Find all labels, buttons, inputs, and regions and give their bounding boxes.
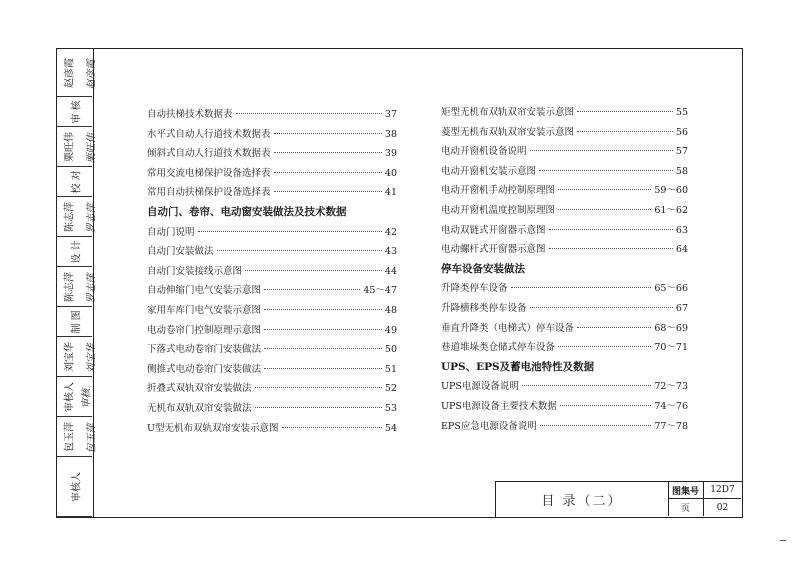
toc-leader-dots [530, 150, 673, 151]
toc-leader-dots [558, 189, 651, 190]
toc-entry-title: 无机布双轨双帘安装做法 [147, 403, 252, 414]
toc-entry-page: 63 [675, 224, 688, 236]
toc-entry-title: 常用自动扶梯保护设备选择表 [147, 187, 271, 199]
toc-leader-dots [522, 385, 651, 386]
toc-entry [441, 320, 688, 334]
toc-entry-title: 巷道堆垛类仓储式停车设备 [441, 342, 556, 354]
toc-entry [441, 104, 688, 118]
toc-entry [147, 224, 397, 238]
toc-entry-title: 垂直升降类（电梯式）停车设备 [441, 322, 575, 334]
toc-leader-dots [558, 346, 651, 347]
toc-entry-page: 53 [384, 403, 397, 414]
toc-entry-title: 电动开窗机手动控制原理图 [441, 185, 556, 197]
toc-leader-dots [264, 368, 382, 369]
toc-entry-page: 38 [384, 128, 397, 140]
toc-leader-dots [264, 348, 382, 349]
toc-entry-page: 64 [675, 244, 688, 256]
toc-entry-title: 电动螺杆式开窗器示意图 [441, 244, 546, 256]
handwritten-signature: 包玉萍 [86, 423, 98, 454]
drawing-title: 目 录（二） [496, 482, 669, 516]
toc-entry [441, 398, 688, 412]
toc-entry [147, 126, 397, 140]
toc-entry-title: UPS电源设备说明 [441, 381, 519, 393]
toc-entry [441, 280, 688, 294]
toc-entry-title: 下落式电动卷帘门安装做法 [147, 344, 262, 356]
atlas-number-label: 图集号 [668, 482, 704, 499]
sidebar-cell [57, 127, 98, 167]
toc-section-heading: 停车设备安装做法 [441, 262, 525, 275]
toc-entry [147, 380, 397, 394]
toc-entry-page: 42 [384, 226, 397, 238]
toc-entry [441, 163, 688, 177]
toc-leader-dots [274, 152, 382, 153]
toc-entry-page: 40 [384, 167, 397, 179]
toc-entry-page: 67 [675, 303, 688, 314]
toc-entry [147, 322, 397, 336]
sidebar-cell [57, 377, 92, 417]
sidebar-cell [57, 267, 98, 307]
toc-leader-dots [255, 387, 382, 388]
toc-entry [147, 243, 397, 257]
toc-entry [147, 106, 397, 120]
toc-section-heading: 自动门、卷帘、电动窗安装做法及技术数据 [147, 206, 347, 218]
toc-entry-title: 菱型无机布双轨双帘安装示意图 [441, 126, 575, 138]
toc-entry-page: 51 [384, 363, 397, 375]
toc-entry [147, 263, 397, 277]
toc-entry [441, 378, 688, 392]
toc-entry-page: 56 [675, 126, 688, 138]
toc-leader-dots [236, 113, 382, 114]
toc-entry [441, 202, 688, 216]
toc-entry-title: 电动双链式开窗器示意图 [441, 224, 546, 236]
sidebar-label: 栗旺伟 [64, 131, 75, 162]
handwritten-signature: 罗志萍 [86, 273, 98, 304]
toc-entry [441, 124, 688, 138]
toc-leader-dots [264, 329, 382, 330]
sidebar-cell [57, 197, 98, 237]
toc-entry [147, 302, 397, 316]
toc-entry-page: 39 [384, 148, 397, 160]
sidebar-label: 校 对 [71, 169, 82, 194]
toc-entry-title: 升降横移类停车设备 [441, 303, 527, 314]
toc-leader-dots [274, 172, 382, 173]
toc-entry-page: 55 [675, 107, 688, 118]
toc-leader-dots [549, 229, 673, 230]
corner-tick-mark [780, 540, 786, 541]
toc-entry-page: 57 [675, 146, 688, 158]
toc-entry [441, 418, 688, 432]
page-number-value: 02 [716, 502, 729, 513]
handwritten-signature: 罗志萍 [86, 203, 98, 234]
toc-leader-dots [255, 407, 382, 408]
sidebar-cell [57, 237, 92, 267]
toc-entry [441, 300, 688, 314]
toc-entry [441, 143, 688, 157]
sidebar-label: 陈志萍 [64, 201, 75, 232]
toc-entry-title: 倾斜式自动人行道技术数据表 [147, 148, 271, 160]
signature-sidebar [56, 48, 98, 518]
toc-entry-page: 54 [384, 422, 397, 434]
toc-entry-title: U型无机布双轨双帘安装示意图 [147, 422, 279, 434]
toc-entry-title: 水平式自动人行道技术数据表 [147, 128, 271, 140]
toc-entry-title: 电动卷帘门控制原理示意图 [147, 324, 262, 336]
toc-entry-page: 48 [384, 305, 397, 316]
toc-leader-dots [282, 427, 382, 428]
toc-entry-page: 58 [675, 165, 688, 177]
toc-leader-dots [577, 131, 673, 132]
toc-entry-title: 升降类停车设备 [441, 283, 508, 295]
sidebar-label: 刘宝华 [64, 341, 75, 372]
toc-entry [147, 361, 397, 375]
toc-leader-dots [245, 270, 382, 271]
sidebar-label: 审核人 [71, 471, 82, 502]
title-block [495, 481, 743, 518]
sidebar-label: 制 图 [71, 309, 82, 334]
toc-leader-dots [274, 191, 382, 192]
toc-entry-title: 电动开窗机设备说明 [441, 146, 527, 158]
toc-entry [147, 145, 397, 159]
toc-leader-dots [217, 250, 382, 251]
toc-leader-dots [539, 170, 673, 171]
toc-entry-page: 74～76 [654, 401, 688, 412]
handwritten-signature: 刘宝华 [86, 343, 98, 374]
toc-entry-page: 37 [384, 109, 397, 120]
handwritten-signature: 栗旺伟 [86, 133, 98, 164]
toc-entry-page: 50 [384, 344, 397, 356]
sidebar-cell [57, 307, 92, 337]
toc-entry-title: 矩型无机布双轨双帘安装示意图 [441, 107, 575, 118]
toc-leader-dots [530, 307, 673, 308]
toc-leader-dots [560, 405, 651, 406]
sidebar-label: 赵彦霞 [64, 57, 75, 88]
toc-entry [441, 222, 688, 236]
toc-entry-title: 自动门安装接线示意图 [147, 265, 243, 277]
toc-leader-dots [511, 287, 652, 288]
toc-entry-title: 家用车库门电气安装示意图 [147, 305, 262, 316]
sidebar-label: 包玉萍 [64, 421, 75, 452]
toc-entry [147, 282, 397, 296]
toc-entry-page: 44 [384, 265, 397, 277]
toc-entry-title: 电动开窗机温度控制原理图 [441, 205, 556, 216]
toc-entry [441, 182, 688, 196]
toc-entry-page: 65～66 [654, 283, 688, 295]
sidebar-cell [57, 457, 92, 517]
toc-leader-dots [577, 111, 673, 112]
toc-leader-dots [264, 309, 382, 310]
toc-entry-page: 61～62 [654, 205, 688, 216]
toc-leader-dots [264, 289, 360, 290]
toc-leader-dots [198, 231, 382, 232]
toc-entry-title: UPS电源设备主要技术数据 [441, 401, 557, 412]
toc-entry-title: 侧推式电动卷帘门安装做法 [147, 363, 262, 375]
toc-entry [441, 241, 688, 255]
sidebar-cell [57, 417, 98, 457]
sidebar-cell [57, 97, 92, 127]
handwritten-signature: 赵彦霞 [86, 59, 98, 90]
toc-section-heading: UPS、EPS及蓄电池特性及数据 [441, 360, 595, 373]
toc-entry-title: 电动开窗机安装示意图 [441, 165, 537, 177]
toc-entry [147, 165, 397, 179]
handwritten-signature: 审核 [81, 388, 93, 409]
toc-entry [441, 339, 688, 353]
toc-entry-page: 45～47 [363, 285, 397, 297]
toc-entry-title: 自动门说明 [147, 226, 195, 238]
toc-leader-dots [577, 327, 651, 328]
toc-leader-dots [540, 425, 651, 426]
toc-entry [147, 341, 397, 355]
toc-entry [147, 184, 397, 198]
toc-entry-title: 自动扶梯技术数据表 [147, 109, 233, 120]
toc-entry-page: 59～60 [654, 185, 688, 197]
sidebar-label: 陈志萍 [64, 271, 75, 302]
toc-entry-page: 70～71 [654, 342, 688, 354]
sidebar-cell [57, 167, 92, 197]
toc-entry-page: 68～69 [654, 322, 688, 334]
toc-entry-title: 常用交流电梯保护设备选择表 [147, 167, 271, 179]
toc-leader-dots [558, 209, 651, 210]
toc-entry-page: 77～78 [654, 420, 688, 432]
toc-entry-title: 自动门安装做法 [147, 246, 214, 258]
toc-entry [147, 400, 397, 414]
sidebar-label: 设 计 [71, 239, 82, 264]
sidebar-cell [57, 49, 98, 97]
sidebar-label: 审核人 [64, 381, 75, 412]
toc-entry-title: EPS应急电源设备说明 [441, 420, 537, 432]
toc-entry-title: 折叠式双轨双帘安装做法 [147, 383, 252, 395]
toc-entry-page: 43 [384, 246, 397, 258]
toc-leader-dots [274, 133, 382, 134]
toc-entry [147, 420, 397, 434]
sidebar-cell [57, 337, 98, 377]
page-label: 页 [668, 499, 704, 516]
toc-entry-page: 72～73 [654, 381, 688, 393]
toc-entry-page: 41 [384, 187, 397, 199]
toc-entry-page: 52 [384, 383, 397, 395]
toc-entry-page: 49 [384, 324, 397, 336]
atlas-number-value: 12D7 [704, 482, 741, 499]
toc-leader-dots [549, 248, 673, 249]
toc-entry-title: 自动伸缩门电气安装示意图 [147, 285, 262, 297]
sidebar-label: 审 核 [71, 99, 82, 124]
